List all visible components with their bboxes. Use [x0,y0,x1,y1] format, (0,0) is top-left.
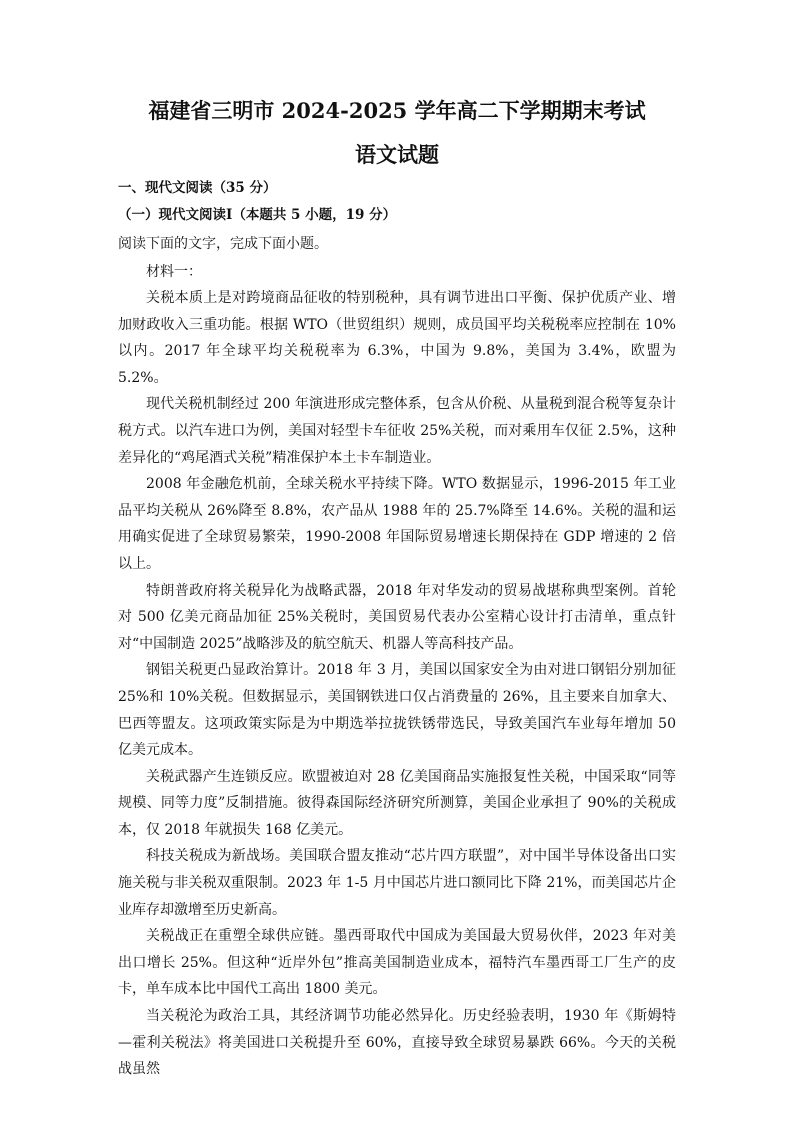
passage-paragraph: 钢铝关税更凸显政治算计。2018 年 3 月，美国以国家安全为由对进口钢铝分别加征 25%和 10%关税。但数据显示，美国钢铁进口仅占消费量的 26%，且主要来自加拿大、巴西等盟友。这项政策实际是为中期选举拉拢铁锈带选民，导致美国汽车业每年增加 50 亿美元成本。 [118,662,676,759]
exam-title: 福建省三明市 2024-2025 学年高二下学期期末考试 [148,98,646,123]
passage-paragraph: 现代关税机制经过 200 年演进形成完整体系，包含从价税、从量税到混合税等复杂计税方式。以汽车进口为例，美国对轻型卡车征收 25%关税，而对乘用车仅征 2.5%，这种差异化的“鸡尾酒式关税”精准保护本土卡车制造业。 [118,396,676,466]
exam-subject-title: 语文试题 [355,142,439,167]
passage-paragraph: 特朗普政府将关税异化为战略武器，2018 年对华发动的贸易战堪称典型案例。首轮对 500 亿美元商品加征 25%关税时，美国贸易代表办公室精心设计打击清单，重点针对“中国制造 2025”战略涉及的航空航天、机器人等高科技产品。 [118,582,676,652]
passage-paragraph: 科技关税成为新战场。美国联合盟友推动“芯片四方联盟”，对中国半导体设备出口实施关税与非关税双重限制。2023 年 1-5 月中国芯片进口额同比下降 21%，而美国芯片企业库存却激增至历史新高。 [118,848,676,918]
subsection-heading: （一）现代文阅读Ⅰ（本题共 5 小题，19 分） [118,207,397,223]
passage-paragraph: 关税战正在重塑全球供应链。墨西哥取代中国成为美国最大贸易伙伴，2023 年对美出口增长 25%。但这种“近岸外包”推高美国制造业成本，福特汽车墨西哥工厂生产的皮卡，单车成本比中国代工高出 1800 美元。 [118,928,676,998]
passage-paragraph: 2008 年金融危机前，全球关税水平持续下降。WTO 数据显示，1996-2015 年工业品平均关税从 26%降至 8.8%，农产品从 1988 年的 25.7%降至 14.6%。关税的温和运用确实促进了全球贸易繁荣，1990-2008 年国际贸易增速长期保持在 GDP 增速的 2 倍以上。 [118,476,676,572]
passage-paragraph: 当关税沦为政治工具，其经济调节功能必然异化。历史经验表明，1930 年《斯姆特—霍利关税法》将美国进口关税提升至 60%，直接导致全球贸易暴跌 66%。今天的关税战虽然 [118,1008,676,1078]
section-heading: 一、现代文阅读（35 分） [118,180,277,196]
reading-passage [118,285,676,1083]
passage-paragraph: 关税本质上是对跨境商品征收的特别税种，具有调节进出口平衡、保护优质产业、增加财政收入三重功能。根据 WTO（世贸组织）规则，成员国平均关税税率应控制在 10%以内。2017 年全球平均关税税率为 6.3%，中国为 9.8%，美国为 3.4%，欧盟为 5.2%。 [118,290,676,386]
material-label: 材料一： [146,264,202,280]
passage-paragraph: 关税武器产生连锁反应。欧盟被迫对 28 亿美国商品实施报复性关税，中国采取“同等规模、同等力度”反制措施。彼得森国际经济研究所测算，美国企业承担了 90%的关税成本，仅 2018 年就损失 168 亿美元。 [118,768,676,838]
reading-instruction: 阅读下面的文字，完成下面小题。 [118,236,328,252]
